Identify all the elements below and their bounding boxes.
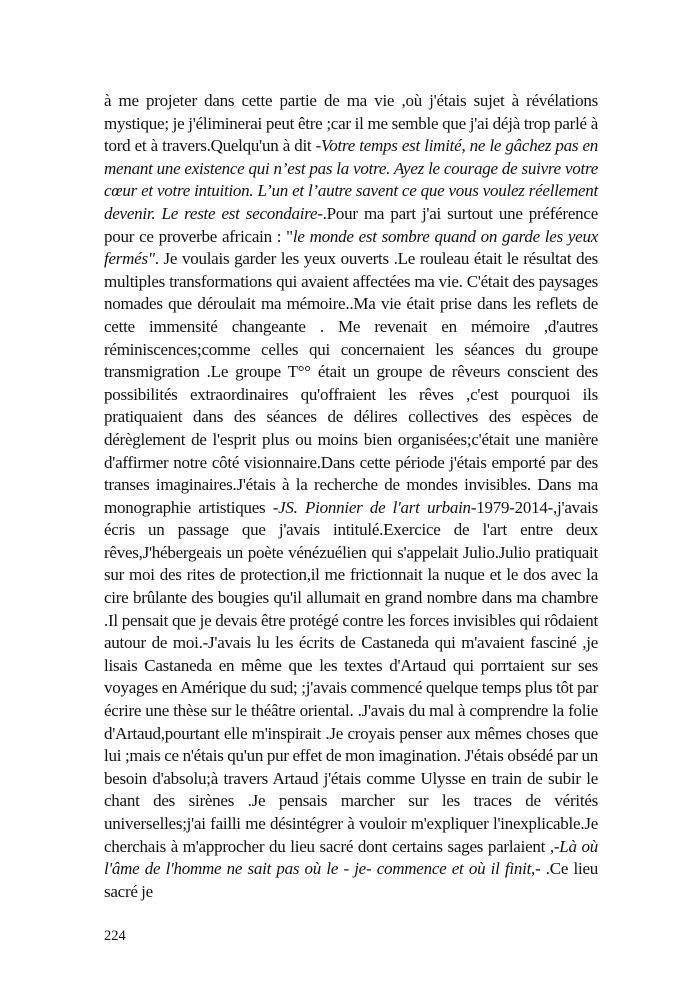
text-segment: - .Ce lieu sacré je xyxy=(104,859,598,901)
text-segment: -1979-2014-,j'avais écris un passage que j'avais intitulé.Exercice de l'art entre deux rêves,J'hébergeais un poète vénézuélien qui s'appelait Julio.Julio pratiquait sur moi des rites de protection,il me frictionnait la nuque et le dos avec la cire brûlante des bougies qu'il allumait en grand nombre dans ma chambre .Il pensait que je devais être protégé contre les forces invisibles qui rôdaient autour de moi.-J'avais lu les écrits de Castaneda qui m'avaient fasciné ,je lisais Castaneda en même que les textes d'Artaud qui porrtaient sur ses voyages en Amérique du sud; ;j'avais commencé quelque temps plus tôt par écrire une thèse sur le théâtre oriental. .J'avais du mal à comprendre la folie d'Artaud,pourtant elle m'inspirait .Je croyais penser aux mêmes choses que lui ;mais ce n'étais qu'un pur effet de mon imagination. J'étais obsédé par un besoin d'absolu;à travers Artaud j'étais comme Ulysse en train de subir le chant des sirènes .Je pensais marcher sur les traces de vérités universelles;j'ai failli me désintégrer à vouloir m'expliquer l'inexplicable.Je cherchais à m'approcher du lieu sacré dont certains sages parlaient ,- xyxy=(104,497,598,856)
body-text xyxy=(104,90,598,903)
italic-quote-jobs: Votre temps est limité, ne le gâchez pas en menant une existence qui n’est pas la votre. Ayez le courage de suivre votre cœur et votre intuition. L’un et l’autre savent ce que vous voulez réellement devenir. Le reste est secondaire xyxy=(104,136,598,223)
page-number: 224 xyxy=(104,928,126,944)
text-segment: . Je voulais garder les yeux ouverts .Le rouleau était le résultat des multiples transformations qui avaient affectées ma vie. C'était des paysages nomades que déroulait ma mémoire..Ma vie était prise dans les reflets de cette immensité changeante . Me revenait en mémoire ,d'autres réminiscences;comme celles qui concernaient les séances du groupe transmigration .Le groupe T°° était un groupe de rêveurs conscient des possibilités extraordinaires qu'offraient les rêves ,c'est pourquoi ils pratiquaient dans des séances de délires collectives des espèces de dérèglement de l'esprit plus ou moins bien organisées;c'était une manière d'affirmer notre côté visionnaire.Dans cette période j'étais emporté par des transes imaginaires.J'étais à la recherche de mondes invisibles. Dans ma monographie artistiques - xyxy=(104,249,598,517)
paragraph xyxy=(104,90,598,903)
italic-monograph-title: JS. Pionnier de l'art urbain xyxy=(278,497,471,517)
text-segment: -.Pour ma part j'ai surtout une préférence pour ce proverbe africain : " xyxy=(104,203,598,246)
italic-proverb: le monde est sombre quand on garde les yeux fermés" xyxy=(104,226,598,269)
text-segment: à me projeter dans cette partie de ma vie ,où j'étais sujet à révélations mystique; je j'éliminerai peut être ;car il me semble que j'ai déjà trop parlé à tord et à travers.Quelqu'un à dit - xyxy=(104,91,598,156)
italic-quote-sacred-place: Là où l'âme de l'homme ne sait pas où le - je- commence et où il finit, xyxy=(104,836,598,879)
